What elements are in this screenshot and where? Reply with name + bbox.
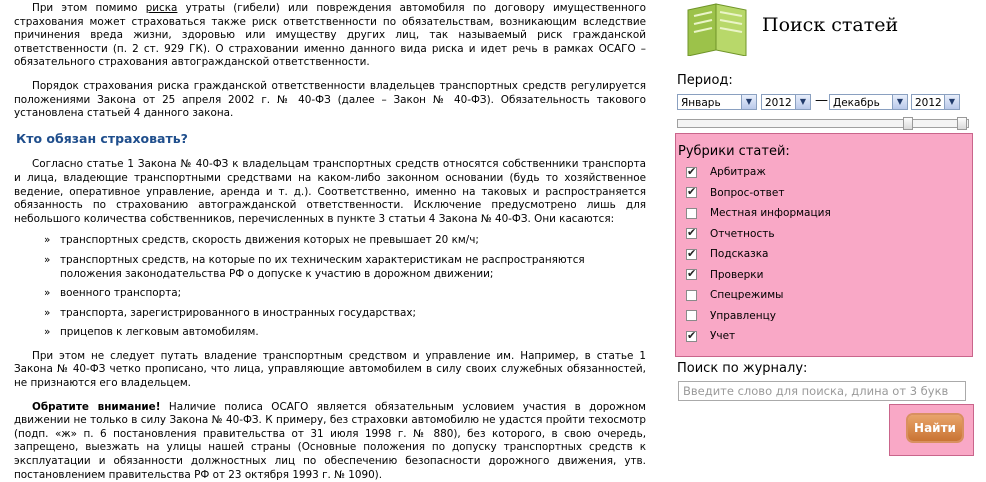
article-paragraph xyxy=(14,2,646,70)
rubric-item[interactable] xyxy=(686,308,776,324)
slider-handle-from[interactable] xyxy=(903,117,913,130)
bullet-icon: » xyxy=(44,287,51,300)
list-item xyxy=(44,287,646,301)
from-month-value: Январь xyxy=(681,97,721,109)
checkmark-icon: ✔ xyxy=(687,267,697,280)
rubric-item[interactable] xyxy=(686,246,769,262)
slider-handle-to[interactable] xyxy=(957,117,967,130)
book-icon xyxy=(682,2,754,56)
search-label: Поиск по журналу: xyxy=(677,361,808,376)
list-item xyxy=(44,307,646,321)
rubric-item[interactable] xyxy=(686,287,783,303)
rubric-item[interactable] xyxy=(686,226,775,242)
text: Наличие полиса ОСАГО является обязательным условием участия в дорожном движении не только в силу Закона № 40-ФЗ. К примеру, без страховки автомобилю не удастся пройти техосмотр (подп. «ж» п. 6 постановления правительства от 31 июля 1998 г. № 880), без которого, в свою очередь, запрещено, выезжать на улицы нашей страны (Основные положения по допуску транспортных средств к эксплуатации и обязанности должностных лиц по обеспечению безопасности дорожного движения, утв. постановлением правительства РФ от 23 октября 1993 г. № 1090). xyxy=(14,400,646,481)
chevron-down-icon: ▼ xyxy=(741,95,756,109)
rubric-checkbox[interactable] xyxy=(686,246,697,260)
rubric-checkbox[interactable] xyxy=(686,310,697,321)
rubric-label: Отчетность xyxy=(710,227,775,240)
list-item xyxy=(44,326,646,340)
article-paragraph: При этом не следует путать владение транспортным средством и управление им. Например, в статье 1 Закона № 40-ФЗ четко прописано, что лица, управляющие автомобилем в силу своих служебных обязанностей, не признаются его владельцем. xyxy=(14,349,646,390)
rubrics-title: Рубрики статей: xyxy=(678,144,790,159)
rubric-item[interactable] xyxy=(686,164,766,180)
rubric-label: Спецрежимы xyxy=(710,289,784,301)
rubric-checkbox[interactable] xyxy=(686,187,697,198)
from-month-select[interactable] xyxy=(677,94,757,110)
rubric-label: Арбитраж xyxy=(710,166,766,178)
checkmark-icon: ✔ xyxy=(687,246,697,260)
article-paragraph: Порядок страхования риска гражданской ответственности владельцев транспортных средств регулируется положениями Закона от 25 апреля 2002 г. № 40-ФЗ (далее – Закон № 40-ФЗ). Обязательность такового установлена статьей 4 данного закона. xyxy=(14,79,646,120)
rubric-checkbox[interactable] xyxy=(686,164,697,178)
chevron-down-icon: ▼ xyxy=(795,95,810,109)
rubric-label: Местная информация xyxy=(710,207,831,219)
rubric-label: Вопрос-ответ xyxy=(710,186,785,199)
from-year-select[interactable] xyxy=(761,94,811,110)
find-button-panel xyxy=(889,404,974,456)
rubrics-panel xyxy=(675,133,973,357)
sidebar-title: Поиск статей xyxy=(762,14,899,36)
bullet-icon: » xyxy=(44,253,51,266)
rubric-item[interactable] xyxy=(686,328,735,344)
article-paragraph: Согласно статье 1 Закона № 40-ФЗ к владельцам транспортных средств относятся собственники транспорта и лица, владеющие транспортными средствами на каком-либо законном основании (будь то хозяйственное ведение, оперативное управление, аренда и т. д.). Соответственно, именно на таковых и распространяется обязанность по страхованию автогражданской ответственности. Исключение предусмотрено лишь для небольшого количества собственников, перечисленных в пункте 3 статьи 4 Закона № 40-ФЗ. Они касаются: xyxy=(14,158,646,225)
to-year-select[interactable] xyxy=(911,94,960,110)
search-input[interactable]: Введите слово для поиска, длина от 3 букв xyxy=(678,381,966,401)
find-button[interactable]: Найти xyxy=(908,415,962,441)
bullet-icon: » xyxy=(44,306,51,319)
period-label: Период: xyxy=(677,73,733,88)
rubric-checkbox[interactable] xyxy=(686,290,697,301)
bullet-icon: » xyxy=(44,234,51,247)
rubric-checkbox[interactable] xyxy=(686,328,697,342)
checkmark-icon: ✔ xyxy=(687,328,697,342)
list-item-text: транспорта, зарегистрированного в иностранных государствах; xyxy=(60,306,417,319)
list-item-text: прицепов к легковым автомобилям. xyxy=(60,326,259,339)
rubric-label: Проверки xyxy=(710,268,764,281)
rubric-checkbox[interactable] xyxy=(686,228,697,239)
rubric-item[interactable] xyxy=(686,267,763,283)
rubric-item[interactable] xyxy=(686,205,831,221)
checkmark-icon: ✔ xyxy=(687,164,697,178)
rubric-label: Учет xyxy=(710,330,736,342)
list-item-text: транспортных средств, скорость движения которых не превышает 20 км/ч; xyxy=(60,234,479,247)
bullet-icon: » xyxy=(44,326,51,339)
list-item-text: транспортных средств, на которые по их техническим характеристикам не распространяются положения законодательства РФ о допуске к участию в дорожном движении; xyxy=(60,253,585,280)
rubric-checkbox[interactable] xyxy=(686,269,697,280)
list-item xyxy=(44,234,646,248)
rubric-label: Управленцу xyxy=(710,309,776,322)
section-heading: Кто обязан страховать? xyxy=(16,130,188,146)
to-month-value: Декабрь xyxy=(833,97,880,109)
period-separator: — xyxy=(815,93,828,108)
period-slider[interactable] xyxy=(677,119,969,128)
list-item-text: военного транспорта; xyxy=(60,287,182,300)
article-paragraph xyxy=(14,401,646,482)
chevron-down-icon: ▼ xyxy=(892,95,907,109)
checkmark-icon: ✔ xyxy=(687,185,697,198)
checkmark-icon: ✔ xyxy=(687,226,697,239)
notice-label: Обратите внимание! xyxy=(32,400,161,413)
from-year-value: 2012 xyxy=(765,97,792,109)
text: утраты (гибели) или повреждения автомобиля по договору имущественного страхования может страховаться также риск ответственности по обязательствам, возникающим вследствие причинения вреда жизни, здоровью или имуществу других лиц, так называемый риск гражданской ответственности (п. 2 ст. 929 ГК). О страховании именно данного вида риска и идет речь в рамках ОСАГО – обязательного страхования автогражданской ответственности. xyxy=(14,2,646,69)
rubric-item[interactable] xyxy=(686,185,784,201)
risk-link[interactable]: риска xyxy=(145,2,178,14)
text: При этом помимо xyxy=(32,2,146,14)
article xyxy=(14,2,646,482)
chevron-down-icon: ▼ xyxy=(944,95,959,109)
exceptions-list xyxy=(14,234,646,340)
rubric-checkbox[interactable] xyxy=(686,208,697,219)
to-year-value: 2012 xyxy=(915,97,942,109)
list-item xyxy=(44,254,646,281)
rubric-label: Подсказка xyxy=(710,248,769,260)
to-month-select[interactable] xyxy=(829,94,908,110)
